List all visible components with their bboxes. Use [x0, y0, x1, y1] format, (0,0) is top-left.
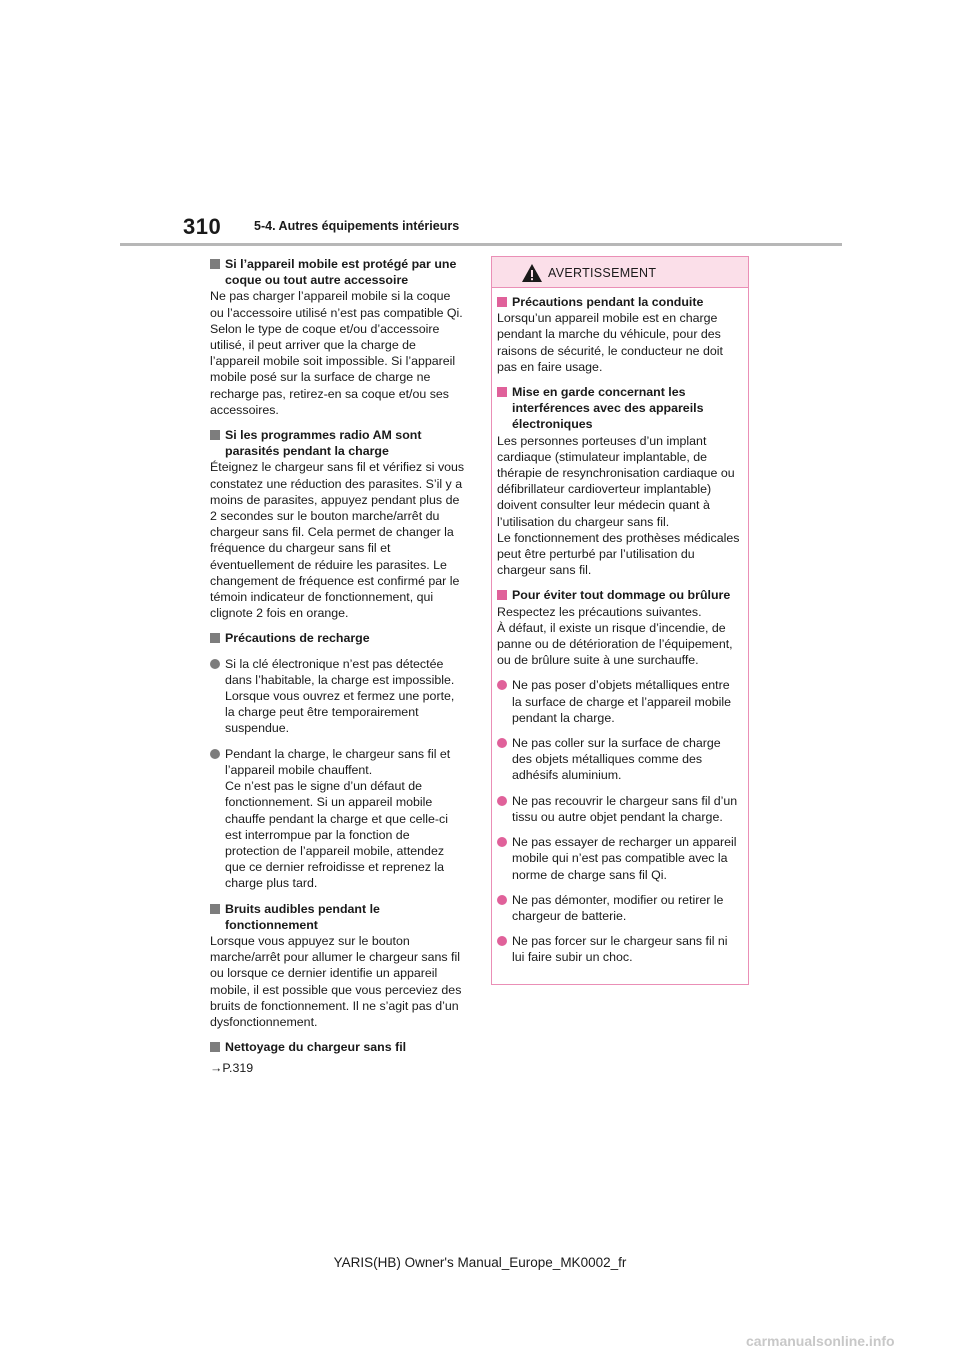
left-column — [210, 256, 466, 1077]
round-bullet-icon — [497, 738, 507, 748]
round-bullet-icon — [497, 837, 507, 847]
heading-conduite: Précautions pendant la conduite — [497, 294, 742, 310]
heading-nettoyage: Nettoyage du chargeur sans fil — [210, 1039, 466, 1055]
round-bullet-icon — [497, 936, 507, 946]
paragraph-precautions: Respectez les précautions suivantes. — [497, 604, 702, 619]
heading-precautions-recharge: Précautions de recharge — [210, 630, 466, 646]
square-bullet-icon — [210, 904, 220, 914]
list-item: Ne pas forcer sur le chargeur sans fil ni lui faire subir un choc. — [497, 933, 742, 965]
paragraph-radio-am: Éteignez le chargeur sans fil et vérifiez si vous constatez une réduction des parasites. S’il y a moins de parasites, appuyez pendant plus de 2 secondes sur le bouton marche/arrêt du chargeur sans fil. Cela permet de changer la fréquence du chargeur sans fil et éventuellement de réduire les parasites. Le changement de fréquence est confirmé par le témoin indicateur de fonctionnement, qui clignote 2 fois en orange. — [210, 460, 465, 621]
list-item: Ne pas recouvrir le chargeur sans fil d’un tissu ou autre objet pendant la charge. — [497, 793, 742, 825]
heading-bruits: Bruits audibles pendant le fonctionnement — [210, 901, 466, 933]
round-bullet-icon — [497, 680, 507, 690]
warning-header — [492, 257, 748, 288]
heading-interferences: Mise en garde concernant les interférences avec des appareils électroniques — [497, 384, 742, 433]
paragraph-implant: Les personnes porteuses d’un implant cardiaque (stimulateur implantable, de thérapie de resynchronisation cardiaque ou défibrillateur cardioverteur implantable) doivent consulter leur médecin quant à l’utilisation du chargeur sans fil. — [497, 433, 735, 529]
page-header — [0, 0, 960, 250]
warning-title: AVERTISSEMENT — [548, 266, 657, 280]
watermark: carmanualsonline.info — [746, 1333, 895, 1349]
square-bullet-icon — [497, 387, 507, 397]
page-number: 310 — [183, 214, 222, 239]
round-bullet-icon — [210, 659, 220, 669]
round-bullet-icon — [210, 749, 220, 759]
heading-radio-am: Si les programmes radio AM sont parasités pendant la charge — [210, 427, 466, 459]
square-bullet-icon — [497, 297, 507, 307]
paragraph-protheses: Le fonctionnement des prothèses médicales peut être perturbé par l’utilisation du chargeur sans fil. — [497, 530, 740, 578]
section-title: 5-4. Autres équipements intérieurs — [254, 219, 460, 233]
list-item: Ne pas poser d’objets métalliques entre la surface de charge et l’appareil mobile pendant la charge. — [497, 677, 742, 726]
warning-triangle-icon — [521, 263, 543, 283]
heading-coque: Si l’appareil mobile est protégé par une coque ou tout autre accessoire — [210, 256, 466, 288]
heading-dommage: Pour éviter tout dommage ou brûlure — [497, 587, 742, 603]
paragraph-risque: À défaut, il existe un risque d’incendie, de panne ou de détérioration de l’équipement, ou de brûlure suite à une surchauffe. — [497, 620, 733, 668]
list-item: Si la clé électronique n’est pas détectée dans l’habitable, la charge est impossible. Lorsque vous ouvrez et fermez une porte, la charge peut être temporairement suspendue. — [210, 656, 466, 737]
round-bullet-icon — [497, 796, 507, 806]
square-bullet-icon — [210, 633, 220, 643]
square-bullet-icon — [210, 1042, 220, 1052]
round-bullet-icon — [497, 895, 507, 905]
paragraph-coque: Ne pas charger l’appareil mobile si la coque ou l’accessoire utilisé n’est pas compatible Qi. Selon le type de coque et/ou d’accessoire utilisé, il peut arriver que la charge de l’appareil mobile soit impossible. Si l’appareil mobile posé sur la surface de charge ne recharge pas, retirez-en sa coque et/ou ses accessoires. — [210, 289, 463, 417]
square-bullet-icon — [210, 430, 220, 440]
header-divider — [120, 243, 842, 246]
list-item: Ne pas démonter, modifier ou retirer le chargeur de batterie. — [497, 892, 742, 924]
paragraph-bruits: Lorsque vous appuyez sur le bouton marche/arrêt pour allumer le chargeur sans fil ou lorsque ce dernier identifie un appareil mobile, il est possible que vous perceviez des bruits de fonctionnement. Il ne s’agit pas d’un dysfonctionnement. — [210, 933, 462, 1029]
warning-box — [491, 256, 749, 985]
list-item: Ne pas coller sur la surface de charge des objets métalliques comme des adhésifs aluminium. — [497, 735, 742, 784]
manual-footer: YARIS(HB) Owner's Manual_Europe_MK0002_fr — [333, 1255, 627, 1270]
list-item: Pendant la charge, le chargeur sans fil et l’appareil mobile chauffent. Ce n’est pas le signe d’un défaut de fonctionnement. Si un appareil mobile chauffe pendant la charge et que celle-ci est interrompue par la fonction de protection de l’appareil mobile, attendez que ce dernier refroidisse et reprenez la charge plus tard. — [210, 746, 466, 892]
square-bullet-icon — [210, 259, 220, 269]
paragraph-conduite: Lorsqu’un appareil mobile est en charge pendant la marche du véhicule, pour des raisons de sécurité, le conducteur ne doit pas en faire usage. — [497, 311, 723, 374]
warning-body — [497, 294, 742, 966]
square-bullet-icon — [497, 590, 507, 600]
list-item: Ne pas essayer de recharger un appareil mobile qui n’est pas compatible avec la norme de charge sans fil Qi. — [497, 834, 742, 883]
page-reference-link[interactable]: →P.319 — [210, 1061, 254, 1076]
